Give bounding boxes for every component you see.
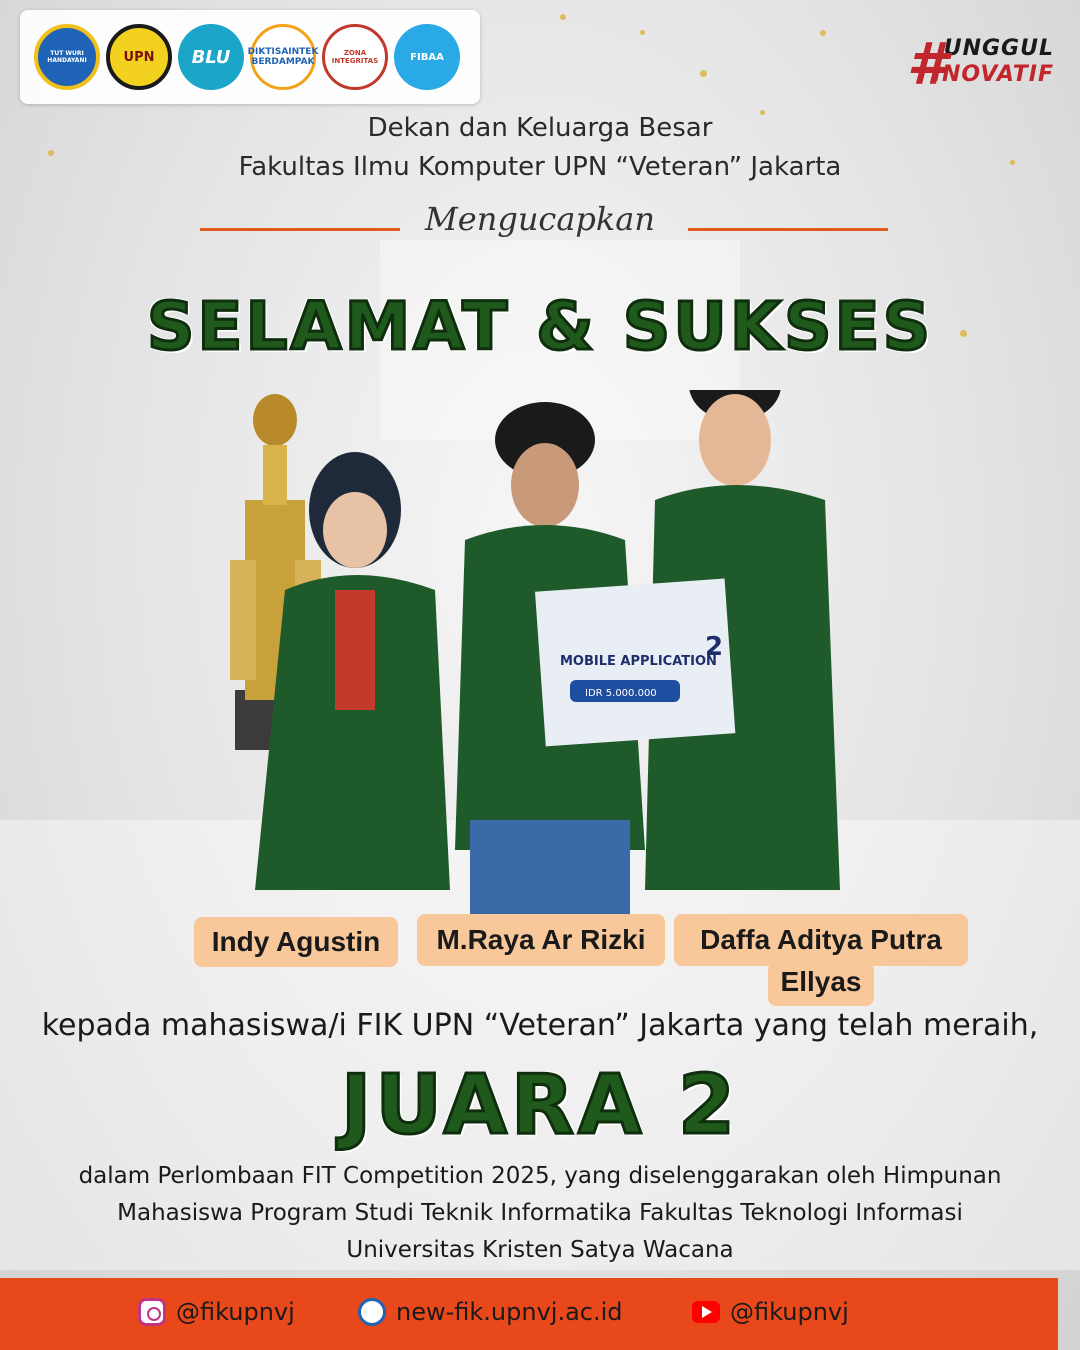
unggul-inovatif-tagline — [906, 30, 1054, 98]
competition-detail-line-3: Universitas Kristen Satya Wacana — [346, 1237, 734, 1263]
youtube-icon — [692, 1301, 720, 1323]
footer-website[interactable] — [358, 1298, 623, 1326]
competition-detail-line-2: Mahasiswa Program Studi Teknik Informatika Fakultas Teknologi Informasi — [117, 1200, 963, 1226]
confetti-dot — [820, 30, 826, 36]
script-subtitle: Mengucapkan — [425, 200, 655, 238]
tagline-line-2: INOVATIF — [932, 62, 1054, 87]
globe-icon — [358, 1298, 386, 1326]
prize-board — [535, 579, 735, 747]
blu-speed-logo: BLU — [178, 24, 244, 90]
award-title: JUARA 2 — [340, 1058, 740, 1153]
zona-integritas-logo: ZONA INTEGRITAS — [322, 24, 388, 90]
winner-name-3-line-1: Daffa Aditya Putra — [674, 914, 968, 966]
prize-board-title: MOBILE APPLICATION — [560, 654, 717, 669]
fibaa-logo: FIBAA — [394, 24, 460, 90]
diktisaintek-berdampak-logo: DIKTISAINTEK BERDAMPAK — [250, 24, 316, 90]
footer-bar — [0, 1278, 1058, 1350]
competition-detail-line-1: dalam Perlombaan FIT Competition 2025, yang diselenggarakan oleh Himpunan — [78, 1163, 1002, 1189]
header-line-1: Dekan dan Keluarga Besar — [367, 113, 713, 143]
youtube-handle: @fikupnvj — [730, 1298, 849, 1326]
confetti-dot — [560, 14, 566, 20]
tut-wuri-handayani-logo: TUT WURI HANDAYANI — [34, 24, 100, 90]
winner-name-3-line-2: Ellyas — [768, 962, 874, 1006]
footer-instagram[interactable] — [138, 1298, 295, 1326]
confetti-dot — [700, 70, 707, 77]
website-url: new-fik.upnvj.ac.id — [396, 1298, 623, 1326]
footer-youtube[interactable] — [692, 1298, 849, 1326]
partner-logo-bar — [20, 10, 480, 104]
competition-detail — [0, 1158, 1080, 1269]
hashtag-symbol: # — [906, 30, 948, 98]
prize-board-rank: 2 — [705, 632, 724, 662]
winner-name-2: M.Raya Ar Rizki — [417, 914, 665, 966]
header-line-2: Fakultas Ilmu Komputer UPN “Veteran” Jakarta — [238, 152, 842, 182]
instagram-handle: @fikupnvj — [176, 1298, 295, 1326]
winners-photo — [215, 390, 865, 920]
instagram-icon — [138, 1298, 166, 1326]
upnvj-logo: UPN — [106, 24, 172, 90]
confetti-dot — [640, 30, 645, 35]
intro-text: kepada mahasiswa/i FIK UPN “Veteran” Jakarta yang telah meraih, — [41, 1008, 1039, 1043]
prize-board-amount: IDR 5.000.000 — [585, 688, 657, 699]
headline-title: SELAMAT & SUKSES — [146, 288, 934, 365]
tagline-line-1: UNGGUL — [943, 36, 1054, 61]
winner-name-1: Indy Agustin — [194, 917, 398, 967]
